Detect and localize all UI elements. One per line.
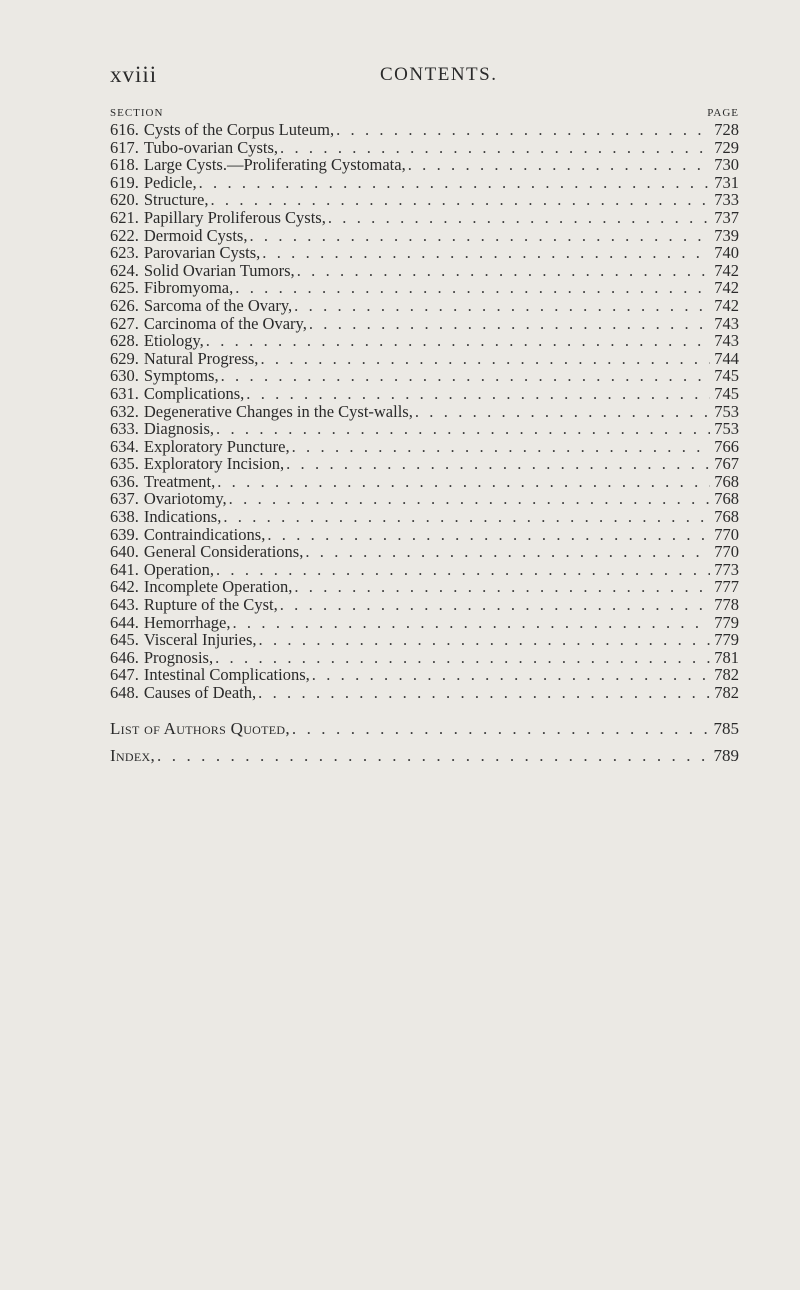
- section-number: 642.: [110, 577, 139, 597]
- entry-page: 733: [714, 190, 739, 210]
- section-number: 645.: [110, 630, 139, 650]
- entry-title: Fibromyoma,: [143, 278, 234, 298]
- entry-title: Causes of Death,: [143, 683, 257, 702]
- dot-leader: [286, 455, 710, 473]
- entry-page: 768: [714, 489, 739, 509]
- entry-title: List of Authors Quoted,: [110, 719, 290, 738]
- dot-leader: [280, 596, 710, 614]
- entry-page: 745: [714, 383, 739, 403]
- entry-page: 766: [714, 436, 739, 456]
- page-heading: PAGE: [707, 107, 739, 119]
- section-number: 617.: [110, 137, 139, 157]
- entry-title: Complications,: [143, 383, 245, 403]
- dot-leader: [217, 473, 710, 491]
- entry-title: Cysts of the Corpus Luteum,: [143, 120, 335, 139]
- entry-title: Contraindications,: [143, 524, 266, 544]
- section-number: 624.: [110, 260, 139, 280]
- entry-title: Parovarian Cysts,: [143, 243, 261, 263]
- section-number: 647.: [110, 665, 139, 685]
- entry-title: Rupture of the Cyst,: [143, 595, 278, 615]
- section-number: 626.: [110, 295, 139, 315]
- toc-entry: [110, 297, 739, 315]
- toc-entry: [110, 279, 739, 297]
- section-number: 616.: [110, 120, 139, 139]
- entry-title: Etiology,: [143, 331, 204, 351]
- entry-page: 729: [714, 137, 739, 157]
- dot-leader: [216, 420, 710, 438]
- dot-leader: [260, 350, 710, 368]
- toc-entry: [110, 543, 739, 561]
- toc-entry: [110, 438, 739, 456]
- dot-leader: [280, 139, 710, 157]
- entry-page: 742: [714, 295, 739, 315]
- section-number: 644.: [110, 612, 139, 632]
- section-number: 638.: [110, 507, 139, 527]
- dot-leader: [232, 614, 710, 632]
- section-number: 648.: [110, 683, 139, 702]
- entry-title: Hemorrhage,: [143, 612, 231, 632]
- entry-title: Exploratory Incision,: [143, 454, 285, 474]
- toc-entry: [110, 666, 739, 684]
- dot-leader: [408, 156, 710, 174]
- entry-page: 779: [714, 630, 739, 650]
- toc-entry: [110, 156, 739, 174]
- toc-entry: [110, 332, 739, 350]
- section-number: 619.: [110, 172, 139, 192]
- entry-title: Degenerative Changes in the Cyst-walls,: [143, 401, 413, 421]
- dot-leader: [216, 561, 710, 579]
- section-number: 620.: [110, 190, 139, 210]
- entry-page: 728: [714, 120, 739, 139]
- entry-title: Visceral Injuries,: [143, 630, 257, 650]
- toc-entry: [110, 139, 739, 157]
- dot-leader: [258, 684, 710, 702]
- toc-entry: [110, 526, 739, 544]
- dot-leader: [336, 121, 710, 139]
- entry-title: Solid Ovarian Tumors,: [143, 260, 295, 280]
- entry-page: 740: [714, 243, 739, 263]
- entry-title: Treatment,: [143, 471, 216, 491]
- entry-page: 742: [714, 260, 739, 280]
- toc-entry: [110, 121, 739, 139]
- entry-title: General Considerations,: [143, 542, 304, 562]
- entry-page: 742: [714, 278, 739, 298]
- toc-entry: [110, 385, 739, 403]
- dot-leader: [292, 715, 710, 742]
- entry-page: 745: [714, 366, 739, 386]
- section-number: 625.: [110, 278, 139, 298]
- section-number: 633.: [110, 419, 139, 439]
- entry-title: Diagnosis,: [143, 419, 214, 439]
- back-matter-entry: [110, 715, 739, 742]
- toc-entry: [110, 614, 739, 632]
- section-number: 637.: [110, 489, 139, 509]
- toc-entry: [110, 350, 739, 368]
- dot-leader: [249, 227, 710, 245]
- dot-leader: [210, 191, 710, 209]
- entry-title: Carcinoma of the Ovary,: [143, 313, 307, 333]
- entry-title: Intestinal Complications,: [143, 665, 310, 685]
- dot-leader: [305, 543, 710, 561]
- entry-title: Dermoid Cysts,: [143, 225, 248, 245]
- entry-page: 744: [714, 348, 739, 368]
- entry-page: 777: [714, 577, 739, 597]
- section-number: 629.: [110, 348, 139, 368]
- toc-entry: [110, 649, 739, 667]
- section-number: 641.: [110, 559, 139, 579]
- toc-entry: [110, 367, 739, 385]
- section-number: 621.: [110, 207, 139, 227]
- toc-entry: [110, 473, 739, 491]
- section-number: 623.: [110, 243, 139, 263]
- toc-entry: [110, 244, 739, 262]
- section-number: 635.: [110, 454, 139, 474]
- toc-entry: [110, 561, 739, 579]
- entry-title: Index,: [110, 746, 156, 765]
- entry-page: 743: [714, 313, 739, 333]
- back-matter-list: [110, 715, 739, 769]
- entry-title: Natural Progress,: [143, 348, 259, 368]
- entry-page: 753: [714, 419, 739, 439]
- section-number: 646.: [110, 647, 139, 667]
- section-number: 640.: [110, 542, 139, 562]
- entry-page: 753: [714, 401, 739, 421]
- dot-leader: [262, 244, 710, 262]
- toc-entry: [110, 490, 739, 508]
- entry-page: 779: [714, 612, 739, 632]
- toc-entry: [110, 227, 739, 245]
- toc-entry: [110, 191, 739, 209]
- section-number: 622.: [110, 225, 139, 245]
- section-heading: SECTION: [110, 107, 164, 119]
- entry-page: 768: [714, 507, 739, 527]
- dot-leader: [259, 631, 710, 649]
- toc-entry: [110, 684, 739, 702]
- entry-page: 767: [714, 454, 739, 474]
- dot-leader: [294, 297, 710, 315]
- entry-page: 731: [714, 172, 739, 192]
- entry-title: Ovariotomy,: [143, 489, 227, 509]
- entry-page: 739: [714, 225, 739, 245]
- page-header: [110, 62, 742, 90]
- toc-entry: [110, 315, 739, 333]
- entry-page: 782: [714, 683, 739, 702]
- section-number: 636.: [110, 471, 139, 491]
- dot-leader: [221, 367, 710, 385]
- toc-entry: [110, 174, 739, 192]
- entry-page: 781: [714, 647, 739, 667]
- section-number: 632.: [110, 401, 139, 421]
- entry-page: 770: [714, 524, 739, 544]
- section-number: 643.: [110, 595, 139, 615]
- section-number: 631.: [110, 383, 139, 403]
- entry-page: 743: [714, 331, 739, 351]
- section-number: 639.: [110, 524, 139, 544]
- section-number: 627.: [110, 313, 139, 333]
- toc-entry: [110, 262, 739, 280]
- entry-title: Indications,: [143, 507, 222, 527]
- entry-page: 768: [714, 471, 739, 491]
- entry-page: 730: [714, 155, 739, 175]
- entry-title: Papillary Proliferous Cysts,: [143, 207, 326, 227]
- contents-list: [110, 121, 739, 702]
- section-number: 630.: [110, 366, 139, 386]
- dot-leader: [206, 332, 710, 350]
- dot-leader: [415, 403, 710, 421]
- entry-page: 778: [714, 595, 739, 615]
- entry-title: Prognosis,: [143, 647, 214, 667]
- back-matter-entry: [110, 742, 739, 769]
- entry-page: 789: [713, 746, 739, 765]
- entry-title: Pedicle,: [143, 172, 197, 192]
- dot-leader: [328, 209, 710, 227]
- dot-leader: [292, 438, 710, 456]
- dot-leader: [229, 490, 710, 508]
- toc-entry: [110, 596, 739, 614]
- dot-leader: [223, 508, 710, 526]
- dot-leader: [309, 315, 710, 333]
- dot-leader: [215, 649, 710, 667]
- toc-entry: [110, 631, 739, 649]
- dot-leader: [297, 262, 710, 280]
- dot-leader: [157, 742, 710, 769]
- toc-entry: [110, 578, 739, 596]
- entry-page: 785: [713, 719, 739, 738]
- toc-entry: [110, 209, 739, 227]
- entry-title: Exploratory Puncture,: [143, 436, 290, 456]
- entry-page: 770: [714, 542, 739, 562]
- entry-title: Tubo-ovarian Cysts,: [143, 137, 279, 157]
- dot-leader: [246, 385, 710, 403]
- section-number: 634.: [110, 436, 139, 456]
- entry-title: Structure,: [143, 190, 209, 210]
- dot-leader: [235, 279, 710, 297]
- entry-page: 773: [714, 559, 739, 579]
- dot-leader: [294, 578, 710, 596]
- section-number: 628.: [110, 331, 139, 351]
- entry-page: 782: [714, 665, 739, 685]
- running-title: CONTENTS.: [380, 64, 498, 85]
- toc-entry: [110, 403, 739, 421]
- entry-title: Sarcoma of the Ovary,: [143, 295, 293, 315]
- page-number: xviii: [110, 62, 158, 87]
- entry-title: Operation,: [143, 559, 214, 579]
- entry-page: 737: [714, 207, 739, 227]
- entry-title: Large Cysts.—Proliferating Cystomata,: [143, 155, 406, 175]
- dot-leader: [312, 666, 710, 684]
- toc-entry: [110, 508, 739, 526]
- entry-title: Symptoms,: [143, 366, 219, 386]
- dot-leader: [199, 174, 710, 192]
- dot-leader: [267, 526, 710, 544]
- toc-entry: [110, 420, 739, 438]
- entry-title: Incomplete Operation,: [143, 577, 293, 597]
- section-number: 618.: [110, 155, 139, 175]
- toc-entry: [110, 455, 739, 473]
